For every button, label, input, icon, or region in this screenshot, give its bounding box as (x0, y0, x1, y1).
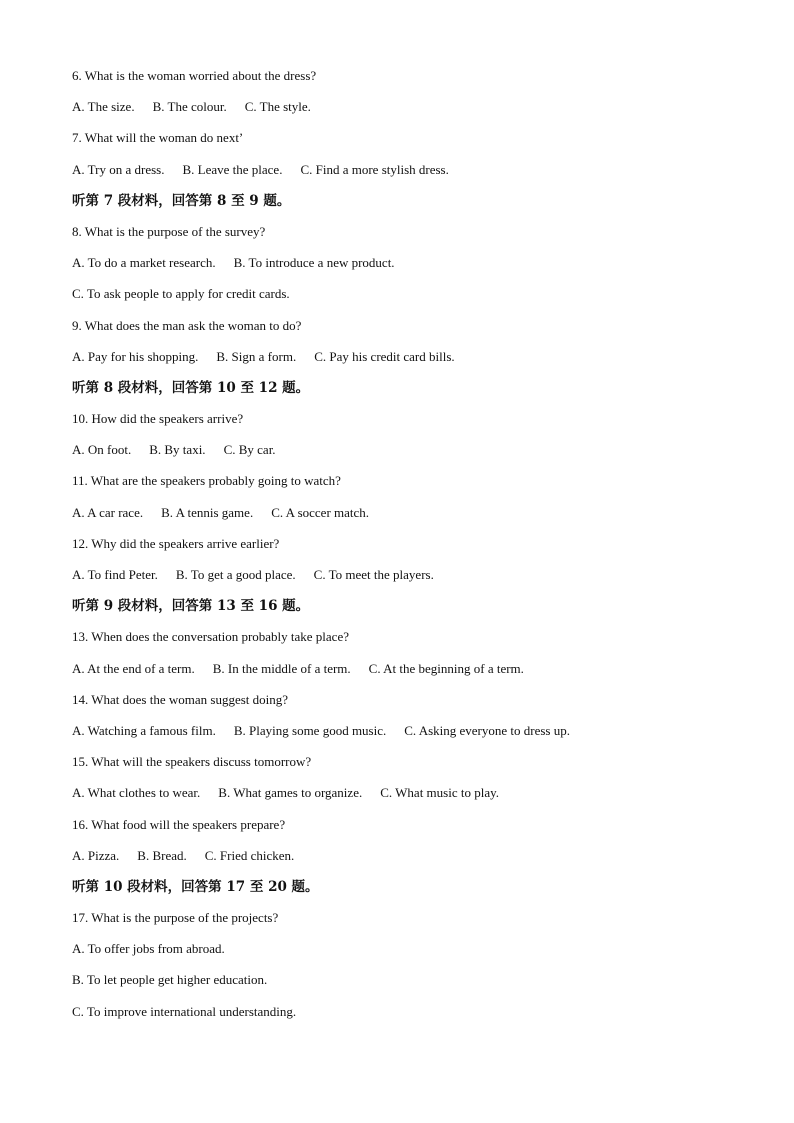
answer-options (72, 347, 752, 378)
answer-option: B. What games to organize. (218, 785, 363, 801)
question-text: 8. What is the purpose of the survey? (72, 223, 266, 239)
answer-option: B. In the middle of a term. (212, 660, 351, 676)
answer-option: B. To introduce a new product. (233, 255, 395, 271)
answer-option: C. The style. (244, 99, 311, 115)
answer-option: A. To offer jobs from abroad. (72, 941, 225, 957)
question-text: 17. What is the purpose of the projects? (72, 910, 279, 926)
answer-options (72, 160, 752, 191)
answer-options (72, 783, 752, 814)
section-heading: 听第 8 段材料，回答第 10 至 12 题。 (72, 379, 310, 396)
question-text: 11. What are the speakers probably going to watch? (72, 473, 341, 489)
answer-option: A. The size. (72, 99, 135, 115)
answer-options (72, 565, 752, 596)
answer-option: C. To meet the players. (313, 567, 434, 582)
answer-options (72, 503, 752, 534)
answer-options (72, 939, 752, 970)
answer-options (72, 97, 752, 128)
answer-options (72, 253, 752, 284)
answer-option: C. Asking everyone to dress up. (404, 722, 570, 738)
answer-option: A. A car race. (72, 504, 144, 520)
answer-option: B. To get a good place. (175, 567, 296, 582)
answer-option: C. What music to play. (380, 785, 500, 801)
answer-options (72, 1002, 752, 1033)
answer-option: C. A soccer match. (271, 504, 370, 520)
answer-option: B. Leave the place. (182, 161, 283, 177)
answer-option: A. What clothes to wear. (72, 785, 201, 801)
answer-option: C. Pay his credit card bills. (314, 348, 455, 364)
question-text: 16. What food will the speakers prepare? (72, 816, 286, 832)
section-heading: 听第 7 段材料，回答第 8 至 9 题。 (72, 192, 291, 209)
question-text: 14. What does the woman suggest doing? (72, 691, 289, 707)
question-text: 13. When does the conversation probably take place? (72, 629, 349, 645)
answer-option: A. At the end of a term. (72, 660, 195, 676)
question-text: 9. What does the man ask the woman to do? (72, 317, 302, 333)
answer-option: B. To let people get higher education. (72, 972, 268, 988)
answer-option: B. A tennis game. (161, 504, 254, 520)
question-text: 7. What will the woman do next’ (72, 130, 244, 146)
answer-options (72, 659, 752, 690)
answer-option: A. Watching a famous film. (72, 722, 216, 738)
answer-option: C. Fried chicken. (204, 847, 295, 863)
answer-option: A. Pay for his shopping. (72, 348, 199, 364)
answer-option: B. Playing some good music. (233, 722, 387, 738)
answer-option: A. Try on a dress. (72, 161, 165, 177)
question-text: 12. Why did the speakers arrive earlier? (72, 535, 280, 551)
section-heading: 听第 10 段材料，回答第 17 至 20 题。 (72, 878, 319, 895)
answer-options (72, 846, 752, 877)
question-text: 15. What will the speakers discuss tomorrow? (72, 754, 312, 770)
answer-option: C. At the beginning of a term. (368, 660, 524, 676)
answer-options (72, 284, 752, 315)
answer-option: B. Sign a form. (216, 348, 297, 364)
answer-option: A. Pizza. (72, 847, 120, 863)
answer-option: A. To find Peter. (72, 567, 158, 582)
section-heading: 听第 9 段材料，回答第 13 至 16 题。 (72, 598, 310, 615)
answer-option: C. Find a more stylish dress. (300, 161, 449, 177)
question-text: 10. How did the speakers arrive? (72, 411, 244, 427)
answer-option: C. By car. (223, 442, 276, 458)
question-text: 6. What is the woman worried about the dress? (72, 68, 317, 83)
answer-options (72, 970, 752, 1001)
answer-options (72, 440, 752, 471)
answer-options (72, 721, 752, 752)
answer-option: C. To improve international understanding. (72, 1003, 297, 1019)
answer-option: A. To do a market research. (72, 255, 216, 271)
answer-option: B. The colour. (152, 99, 227, 115)
answer-option: A. On foot. (72, 442, 132, 458)
answer-option: B. Bread. (137, 847, 187, 863)
document-page (72, 66, 752, 1033)
answer-option: C. To ask people to apply for credit cards. (72, 286, 290, 302)
answer-option: B. By taxi. (149, 442, 206, 458)
